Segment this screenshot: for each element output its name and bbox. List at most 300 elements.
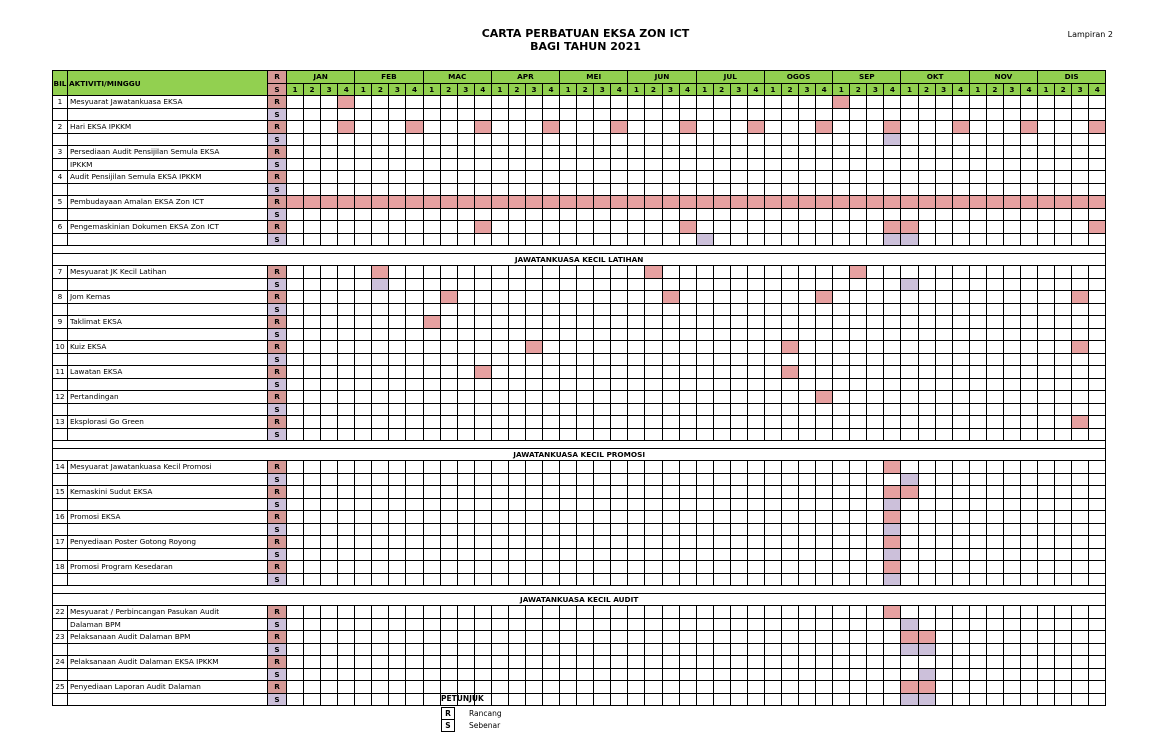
week-cell — [628, 656, 645, 669]
week-cell — [781, 96, 798, 109]
week-cell — [867, 146, 884, 159]
week-cell — [918, 341, 935, 354]
week-cell — [986, 291, 1003, 304]
week-cell — [611, 561, 628, 574]
week-cell — [781, 693, 798, 706]
week-cell — [1003, 278, 1020, 291]
week-cell — [287, 643, 304, 656]
week-cell — [645, 643, 662, 656]
week-cell — [525, 606, 542, 619]
week-cell — [440, 681, 457, 694]
week-cell — [560, 473, 577, 486]
row-type-r: R — [268, 316, 287, 329]
week-cell — [747, 303, 764, 316]
week-cell — [1089, 536, 1106, 549]
week-cell — [406, 403, 423, 416]
week-cell — [799, 391, 816, 404]
week-cell — [508, 511, 525, 524]
week-cell — [372, 378, 389, 391]
week-cell — [389, 266, 406, 279]
week-cell — [1003, 121, 1020, 134]
week-cell — [577, 548, 594, 561]
row-number: 12 — [53, 391, 68, 404]
week-cell — [679, 391, 696, 404]
week-cell — [1072, 208, 1089, 221]
week-cell — [611, 693, 628, 706]
month-header-mac: MAC — [423, 71, 491, 84]
week-cell — [935, 681, 952, 694]
week-cell — [969, 171, 986, 184]
week-cell — [952, 693, 969, 706]
week-cell — [406, 233, 423, 246]
week-cell — [713, 158, 730, 171]
week-cell — [423, 341, 440, 354]
week-cell — [1020, 498, 1037, 511]
week-cell — [406, 316, 423, 329]
week-cell — [508, 316, 525, 329]
row-number: 5 — [53, 196, 68, 209]
row-number: 11 — [53, 366, 68, 379]
week-cell — [679, 573, 696, 586]
week-cell — [577, 486, 594, 499]
week-cell — [1072, 656, 1089, 669]
week-cell — [372, 183, 389, 196]
filled-week-cell-s — [918, 643, 935, 656]
week-cell — [730, 108, 747, 121]
week-cell — [901, 158, 918, 171]
week-cell — [1003, 573, 1020, 586]
week-cell — [1003, 328, 1020, 341]
week-cell — [440, 561, 457, 574]
week-cell — [628, 473, 645, 486]
section-title: JAWATANKUASA KECIL AUDIT — [53, 594, 1106, 606]
week-cell — [611, 428, 628, 441]
filled-week-cell-r — [918, 631, 935, 644]
week-cell — [440, 183, 457, 196]
week-cell — [1020, 618, 1037, 631]
row-type-r: R — [268, 221, 287, 234]
week-cell — [850, 573, 867, 586]
week-cell — [423, 391, 440, 404]
week-cell — [1089, 316, 1106, 329]
week-cell — [816, 523, 833, 536]
week-cell — [850, 221, 867, 234]
week-cell — [594, 631, 611, 644]
week-cell — [389, 536, 406, 549]
activity-label: Kuiz EKSA — [68, 341, 268, 354]
activity-label: Audit Pensijilan Semula EKSA IPKKM — [68, 171, 268, 184]
week-cell — [833, 391, 850, 404]
week-cell — [935, 511, 952, 524]
week-cell — [1089, 618, 1106, 631]
week-cell — [594, 316, 611, 329]
week-header: 4 — [474, 83, 491, 96]
week-cell — [457, 668, 474, 681]
week-cell — [611, 303, 628, 316]
week-cell — [816, 233, 833, 246]
week-cell — [799, 221, 816, 234]
filled-week-cell-s — [884, 233, 901, 246]
week-cell — [406, 96, 423, 109]
header-s: S — [268, 83, 287, 96]
week-cell — [389, 643, 406, 656]
week-cell — [918, 606, 935, 619]
week-cell — [628, 573, 645, 586]
week-cell — [1089, 233, 1106, 246]
week-cell — [1020, 133, 1037, 146]
week-cell — [969, 146, 986, 159]
week-cell — [1055, 416, 1072, 429]
week-cell — [799, 341, 816, 354]
week-cell — [355, 656, 372, 669]
week-cell — [543, 96, 560, 109]
week-cell — [747, 668, 764, 681]
week-cell — [764, 428, 781, 441]
header-activity: AKTIVITI/MINGGU — [68, 71, 268, 96]
week-cell — [764, 498, 781, 511]
filled-week-cell-r — [577, 196, 594, 209]
week-cell — [321, 606, 338, 619]
week-cell — [799, 473, 816, 486]
week-cell — [525, 618, 542, 631]
week-cell — [713, 656, 730, 669]
week-cell — [747, 221, 764, 234]
week-cell — [986, 341, 1003, 354]
week-cell — [833, 498, 850, 511]
week-cell — [304, 403, 321, 416]
week-cell — [867, 416, 884, 429]
filled-week-cell-r — [816, 391, 833, 404]
activity-row-25-r — [53, 681, 1106, 694]
week-cell — [781, 158, 798, 171]
week-cell — [372, 328, 389, 341]
week-cell — [423, 486, 440, 499]
week-cell — [628, 221, 645, 234]
week-cell — [491, 473, 508, 486]
week-cell — [594, 366, 611, 379]
week-cell — [850, 536, 867, 549]
filled-week-cell-r — [611, 121, 628, 134]
filled-week-cell-r — [474, 121, 491, 134]
week-cell — [1003, 266, 1020, 279]
week-cell — [969, 486, 986, 499]
week-cell — [952, 523, 969, 536]
week-cell — [850, 416, 867, 429]
row-type-s: S — [268, 353, 287, 366]
week-cell — [508, 341, 525, 354]
week-header: 3 — [594, 83, 611, 96]
week-cell — [304, 121, 321, 134]
week-cell — [645, 416, 662, 429]
annex-label: Lampiran 2 — [1067, 30, 1113, 39]
week-cell — [918, 208, 935, 221]
week-cell — [781, 378, 798, 391]
week-cell — [577, 221, 594, 234]
week-cell — [474, 403, 491, 416]
week-cell — [611, 498, 628, 511]
week-cell — [543, 266, 560, 279]
week-cell — [781, 668, 798, 681]
week-cell — [577, 473, 594, 486]
week-cell — [781, 618, 798, 631]
filled-week-cell-r — [850, 266, 867, 279]
week-cell — [1055, 403, 1072, 416]
week-cell — [423, 416, 440, 429]
week-header: 2 — [304, 83, 321, 96]
week-cell — [901, 428, 918, 441]
week-cell — [389, 183, 406, 196]
week-cell — [884, 158, 901, 171]
week-cell — [1089, 486, 1106, 499]
week-cell — [491, 391, 508, 404]
week-cell — [508, 486, 525, 499]
week-cell — [628, 693, 645, 706]
week-cell — [474, 353, 491, 366]
week-cell — [730, 158, 747, 171]
week-cell — [321, 618, 338, 631]
filled-week-cell-r — [594, 196, 611, 209]
week-cell — [799, 133, 816, 146]
week-header: 1 — [491, 83, 508, 96]
filled-week-cell-r — [833, 96, 850, 109]
week-cell — [457, 303, 474, 316]
week-cell — [321, 291, 338, 304]
week-cell — [952, 341, 969, 354]
week-cell — [901, 656, 918, 669]
week-cell — [543, 428, 560, 441]
week-cell — [508, 171, 525, 184]
week-cell — [611, 536, 628, 549]
week-cell — [440, 121, 457, 134]
week-cell — [679, 183, 696, 196]
week-cell — [969, 278, 986, 291]
week-cell — [662, 403, 679, 416]
week-cell — [594, 96, 611, 109]
week-cell — [287, 573, 304, 586]
week-cell — [338, 643, 355, 656]
week-cell — [560, 693, 577, 706]
week-cell — [662, 536, 679, 549]
week-cell — [594, 303, 611, 316]
filled-week-cell-s — [901, 278, 918, 291]
week-cell — [833, 606, 850, 619]
week-cell — [1020, 183, 1037, 196]
week-cell — [696, 606, 713, 619]
week-cell — [918, 461, 935, 474]
week-cell — [799, 233, 816, 246]
week-cell — [611, 511, 628, 524]
week-cell — [525, 536, 542, 549]
week-cell — [679, 473, 696, 486]
week-cell — [372, 121, 389, 134]
week-cell — [560, 266, 577, 279]
row-number — [53, 108, 68, 121]
week-header: 4 — [338, 83, 355, 96]
week-cell — [1072, 353, 1089, 366]
week-cell — [918, 378, 935, 391]
week-cell — [730, 561, 747, 574]
section-spacer — [53, 441, 1106, 449]
week-cell — [833, 208, 850, 221]
week-cell — [560, 618, 577, 631]
week-cell — [1072, 631, 1089, 644]
week-cell — [508, 548, 525, 561]
week-cell — [969, 511, 986, 524]
week-cell — [747, 353, 764, 366]
week-cell — [611, 403, 628, 416]
week-header: 2 — [850, 83, 867, 96]
week-cell — [952, 536, 969, 549]
week-cell — [799, 158, 816, 171]
week-cell — [474, 681, 491, 694]
week-cell — [1020, 108, 1037, 121]
week-cell — [355, 511, 372, 524]
week-cell — [781, 561, 798, 574]
week-cell — [935, 328, 952, 341]
week-cell — [1038, 316, 1055, 329]
week-cell — [321, 391, 338, 404]
week-cell — [952, 146, 969, 159]
week-cell — [355, 403, 372, 416]
week-cell — [287, 536, 304, 549]
week-cell — [1020, 328, 1037, 341]
filled-week-cell-s — [901, 643, 918, 656]
week-cell — [986, 96, 1003, 109]
week-cell — [747, 171, 764, 184]
week-cell — [986, 428, 1003, 441]
week-cell — [423, 618, 440, 631]
week-cell — [543, 511, 560, 524]
row-type-r: R — [268, 291, 287, 304]
week-cell — [1003, 461, 1020, 474]
week-cell — [457, 341, 474, 354]
week-cell — [491, 183, 508, 196]
week-cell — [594, 278, 611, 291]
filled-week-cell-r — [901, 486, 918, 499]
week-cell — [816, 548, 833, 561]
week-cell — [662, 233, 679, 246]
week-cell — [543, 341, 560, 354]
week-cell — [833, 681, 850, 694]
filled-week-cell-r — [679, 196, 696, 209]
week-cell — [577, 171, 594, 184]
week-cell — [611, 461, 628, 474]
week-cell — [389, 631, 406, 644]
week-cell — [355, 146, 372, 159]
section-row — [53, 254, 1106, 266]
week-header: 1 — [1038, 83, 1055, 96]
filled-week-cell-r — [969, 196, 986, 209]
week-cell — [304, 158, 321, 171]
week-cell — [713, 473, 730, 486]
week-cell — [1003, 133, 1020, 146]
week-cell — [577, 511, 594, 524]
week-cell — [543, 668, 560, 681]
week-cell — [764, 668, 781, 681]
week-cell — [474, 668, 491, 681]
week-cell — [628, 461, 645, 474]
week-cell — [321, 158, 338, 171]
week-cell — [799, 693, 816, 706]
week-cell — [713, 668, 730, 681]
week-cell — [560, 403, 577, 416]
week-cell — [1020, 656, 1037, 669]
week-cell — [935, 461, 952, 474]
week-cell — [764, 266, 781, 279]
week-cell — [833, 548, 850, 561]
week-cell — [474, 548, 491, 561]
week-cell — [816, 403, 833, 416]
week-cell — [594, 108, 611, 121]
week-cell — [287, 278, 304, 291]
month-header-apr: APR — [491, 71, 559, 84]
week-cell — [457, 121, 474, 134]
week-cell — [713, 416, 730, 429]
week-cell — [799, 618, 816, 631]
week-cell — [1020, 416, 1037, 429]
week-header: 4 — [884, 83, 901, 96]
week-cell — [543, 693, 560, 706]
activity-row-7-r — [53, 266, 1106, 279]
week-cell — [321, 133, 338, 146]
week-cell — [577, 428, 594, 441]
week-cell — [611, 221, 628, 234]
week-cell — [713, 561, 730, 574]
week-cell — [696, 133, 713, 146]
week-header: 2 — [986, 83, 1003, 96]
week-cell — [884, 208, 901, 221]
week-cell — [799, 96, 816, 109]
week-cell — [287, 303, 304, 316]
week-cell — [1038, 561, 1055, 574]
week-cell — [338, 233, 355, 246]
week-cell — [594, 158, 611, 171]
week-cell — [867, 473, 884, 486]
week-cell — [525, 416, 542, 429]
activity-row-5-s — [53, 208, 1106, 221]
week-cell — [287, 328, 304, 341]
week-cell — [850, 133, 867, 146]
week-cell — [508, 158, 525, 171]
week-cell — [508, 561, 525, 574]
week-cell — [577, 183, 594, 196]
week-cell — [508, 391, 525, 404]
week-cell — [338, 341, 355, 354]
filled-week-cell-r — [457, 196, 474, 209]
week-cell — [1038, 606, 1055, 619]
row-number — [53, 428, 68, 441]
week-cell — [338, 378, 355, 391]
filled-week-cell-r — [884, 536, 901, 549]
week-cell — [696, 403, 713, 416]
filled-week-cell-r — [935, 196, 952, 209]
week-cell — [287, 428, 304, 441]
week-cell — [423, 108, 440, 121]
week-cell — [696, 486, 713, 499]
week-cell — [696, 171, 713, 184]
row-type-s: S — [268, 498, 287, 511]
week-cell — [850, 171, 867, 184]
week-cell — [560, 631, 577, 644]
week-cell — [440, 573, 457, 586]
week-cell — [560, 573, 577, 586]
week-cell — [389, 668, 406, 681]
activity-label: Lawatan EKSA — [68, 366, 268, 379]
week-cell — [1020, 523, 1037, 536]
week-cell — [696, 416, 713, 429]
filled-week-cell-r — [781, 196, 798, 209]
week-cell — [304, 693, 321, 706]
